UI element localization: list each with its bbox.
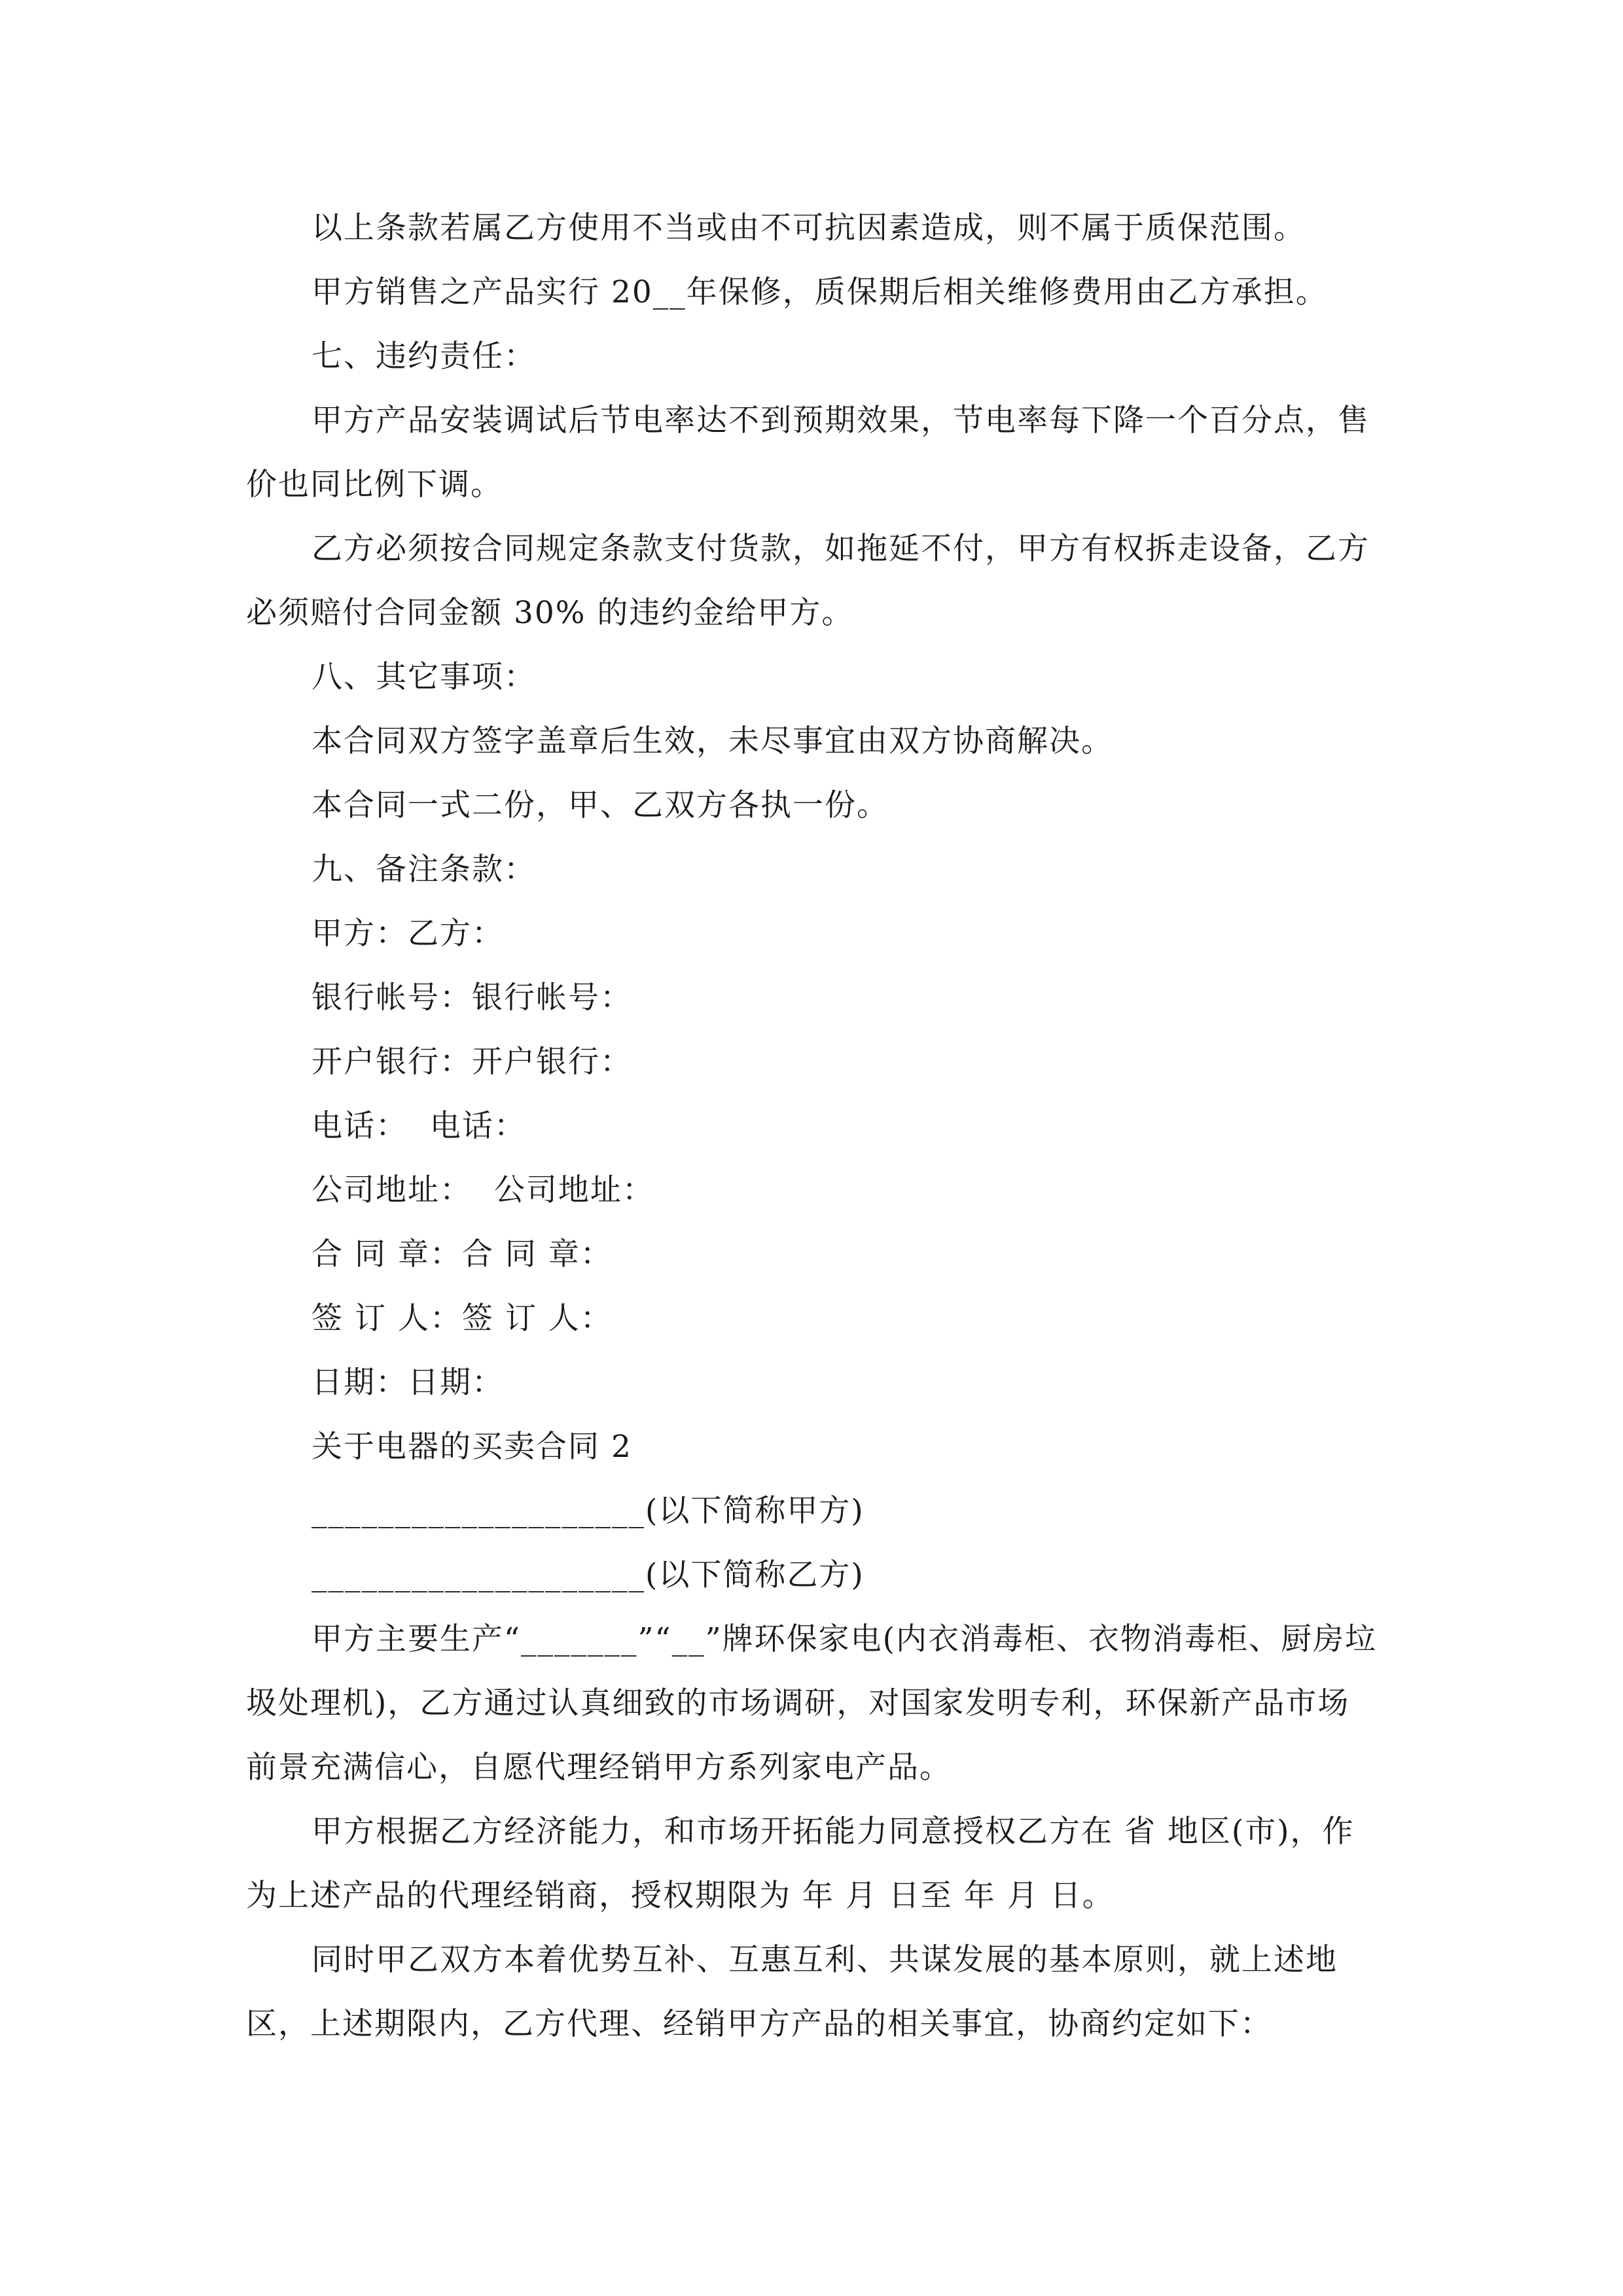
paragraph-principles: 同时甲乙双方本着优势互补、互惠互利、共谋发展的基本原则，就上述地区，上述期限内，乙方代理、经销甲方产品的相关事宜，协商约定如下： [246, 1942, 1338, 2042]
signature-bank-line: 开户银行：开户银行： [312, 1044, 632, 1080]
section-heading-other: 八、其它事项： [312, 659, 536, 695]
signature-phone-line: 电话： 电话： [312, 1108, 526, 1144]
signature-bank-account-line: 银行帐号：银行帐号： [312, 980, 632, 1016]
signature-signer-line: 签 订 人：签 订 人： [312, 1300, 613, 1336]
paragraph-warranty-period: 甲方销售之产品实行 20__年保修，质保期后相关维修费用由乙方承担。 [312, 274, 1328, 310]
signature-party-line: 甲方：乙方： [312, 916, 504, 952]
paragraph-product-intro: 甲方主要生产“_______”“__”牌环保家电(内衣消毒柜、衣物消毒柜、厨房垃圾处理机)，乙方通过认真细致的市场调研，对国家发明专利，环保新产品市场前景充满信心，自愿代理经销甲方系列家电产品。 [246, 1621, 1377, 1785]
section-heading-breach: 七、违约责任： [312, 338, 536, 374]
signature-date-line: 日期：日期： [312, 1365, 504, 1401]
signature-address-line: 公司地址： 公司地址： [312, 1172, 654, 1208]
paragraph-warranty-exclusion: 以上条款若属乙方使用不当或由不可抗因素造成，则不属于质保范围。 [312, 210, 1306, 246]
contract-2-title: 关于电器的买卖合同 2 [312, 1429, 632, 1465]
paragraph-breach-payment: 乙方必须按合同规定条款支付货款，如拖延不付，甲方有权拆走设备，乙方必须赔付合同金额 30% 的违约金给甲方。 [246, 531, 1370, 631]
section-heading-remarks: 九、备注条款： [312, 852, 536, 888]
signature-seal-line: 合 同 章：合 同 章： [312, 1236, 613, 1272]
paragraph-breach-rate: 甲方产品安装调试后节电率达不到预期效果，节电率每下降一个百分点，售价也同比例下调。 [246, 403, 1370, 503]
party-a-blank-line: ____________________(以下简称甲方) [312, 1493, 865, 1529]
paragraph-authorization: 甲方根据乙方经济能力，和市场开拓能力同意授权乙方在 省 地区(市)，作为上述产品的代理经销商，授权期限为 年 月 日至 年 月 日。 [246, 1814, 1355, 1914]
paragraph-effective: 本合同双方签字盖章后生效，未尽事宜由双方协商解决。 [312, 723, 1113, 759]
party-b-blank-line: ____________________(以下简称乙方) [312, 1557, 865, 1593]
document-body [246, 196, 1378, 2056]
paragraph-copies: 本合同一式二份，甲、乙双方各执一份。 [312, 787, 889, 823]
